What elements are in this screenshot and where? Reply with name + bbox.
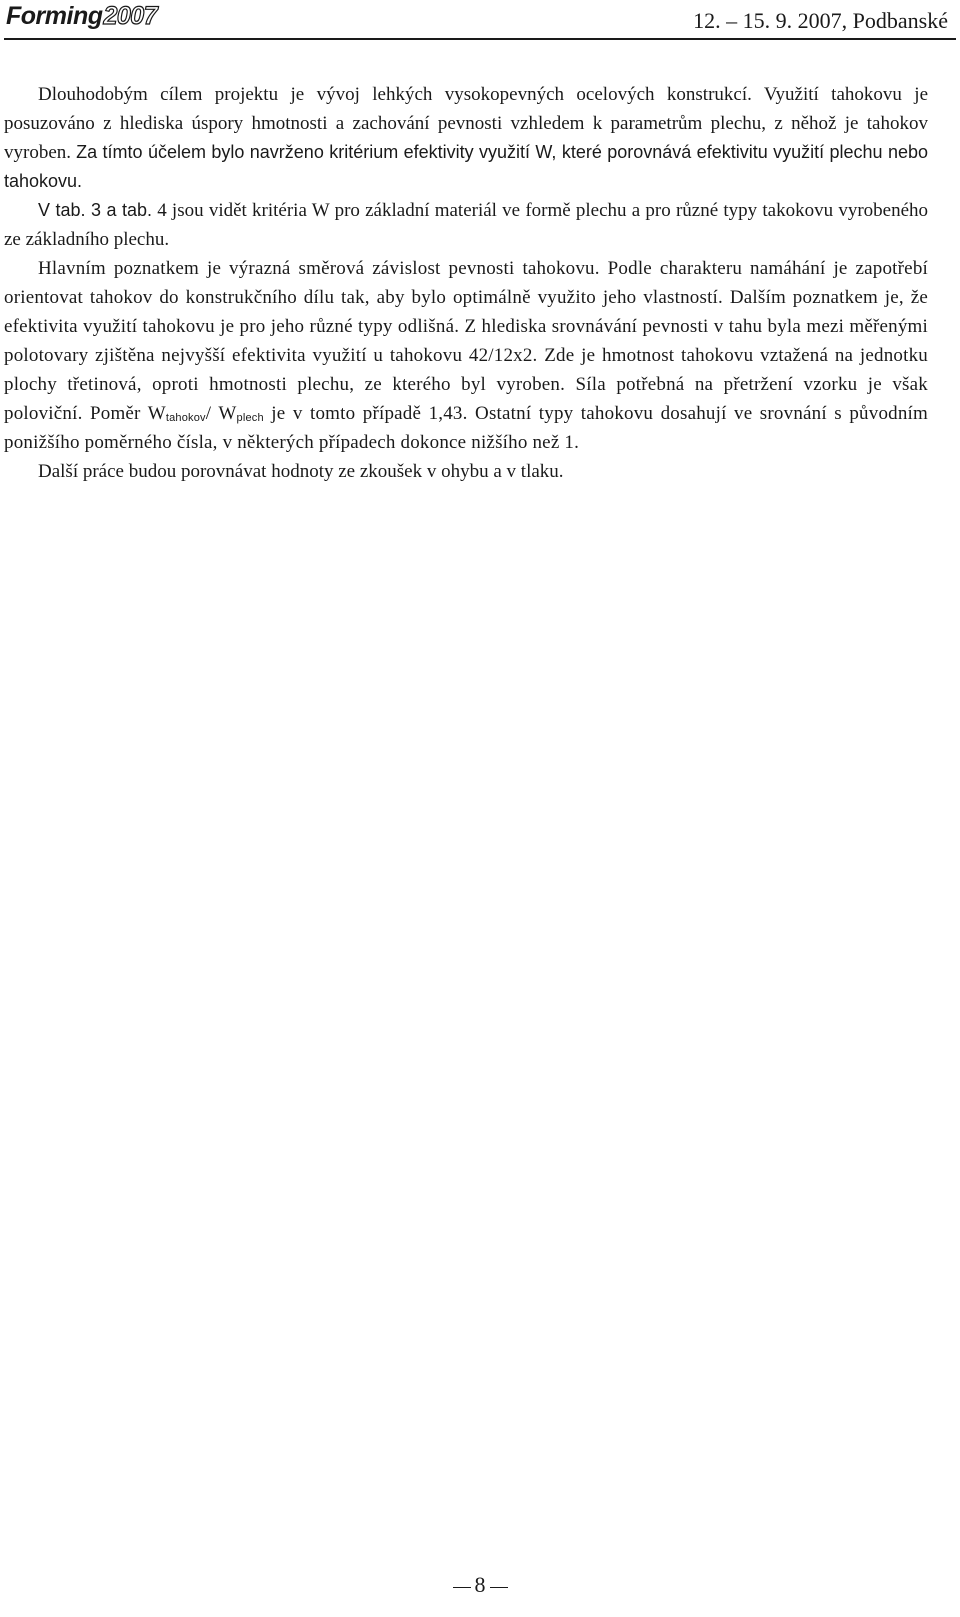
- document-body: [4, 80, 928, 486]
- paragraph-project-goal: [4, 80, 928, 196]
- paragraph-tables-reference: [4, 196, 928, 254]
- header-divider: [4, 38, 956, 40]
- paragraph-3-text-3: je v tomto případě 1,43. Ostatní typy tahokovu dosahují ve srovnání s původním ponižšího poměrného čísla, v některých případech dokonce nižšího než 1.: [4, 403, 928, 453]
- page-number-dash-left: [453, 1587, 471, 1588]
- paragraph-2-part-2: 4 jsou vidět kritéria W pro základní materiál ve formě plechu a pro různé typy takokovu vyrobeného ze základního plechu.: [4, 200, 929, 250]
- page-header: [0, 0, 960, 44]
- page-number-dash-right: [490, 1587, 508, 1588]
- subscript-tahokov: tahokov: [165, 412, 206, 424]
- paragraph-further-work: Další práce budou porovnávat hodnoty ze zkoušek v ohybu a v tlaku.: [38, 461, 564, 482]
- paragraph-2-part-1: V tab. 3 a tab.: [38, 200, 152, 220]
- page-number: [0, 1572, 960, 1598]
- paragraph-findings: [4, 254, 928, 457]
- logo-year: 2007: [103, 2, 158, 30]
- page-number-value: 8: [474, 1572, 486, 1597]
- forming-2007-logo: [6, 2, 157, 30]
- logo-word: Forming: [6, 2, 103, 30]
- paragraph-1-sentence-1: Dlouhodobým cílem projektu je vývoj lehkých vysokopevných ocelových konstrukcí. Využití tahokovu je posuzováno z hlediska úspory hmotnosti a zachování pevnosti vzhledem k parametrům plechu, z něhož je tahokov vyroben.: [4, 84, 928, 163]
- paragraph-3-text-1: Hlavním poznatkem je výrazná směrová závislost pevnosti tahokovu. Podle charakteru namáhání je zapotřebí orientovat tahokov do konstrukčního dílu tak, aby bylo optimálně využito jeho vlastností. Dalším poznatkem je, že efektivita využití tahokovu je pro jeho různé typy odlišná. Z hlediska srovnávání pevnosti v tahu byla mezi měřenými polotovary zjištěna nejvyšší efektivita využití u tahokovu 42/12x2. Zde je hmotnost tahokovu vztažená na jednotku plochy třetinová, oproti hmotnosti plechu, ze kterého byl vyroben. Síla potřebná na přetržení vzorku je však poloviční. Poměr W: [4, 258, 928, 424]
- event-date-location: 12. – 15. 9. 2007, Podbanské: [693, 8, 948, 33]
- paragraph-3-text-2: / W: [205, 403, 237, 424]
- subscript-plech: plech: [236, 412, 264, 424]
- paragraph-1-sentence-2: Za tímto účelem bylo navrženo kritérium efektivity využití W, které porovnává efektivitu využití plechu nebo tahokovu.: [4, 142, 928, 191]
